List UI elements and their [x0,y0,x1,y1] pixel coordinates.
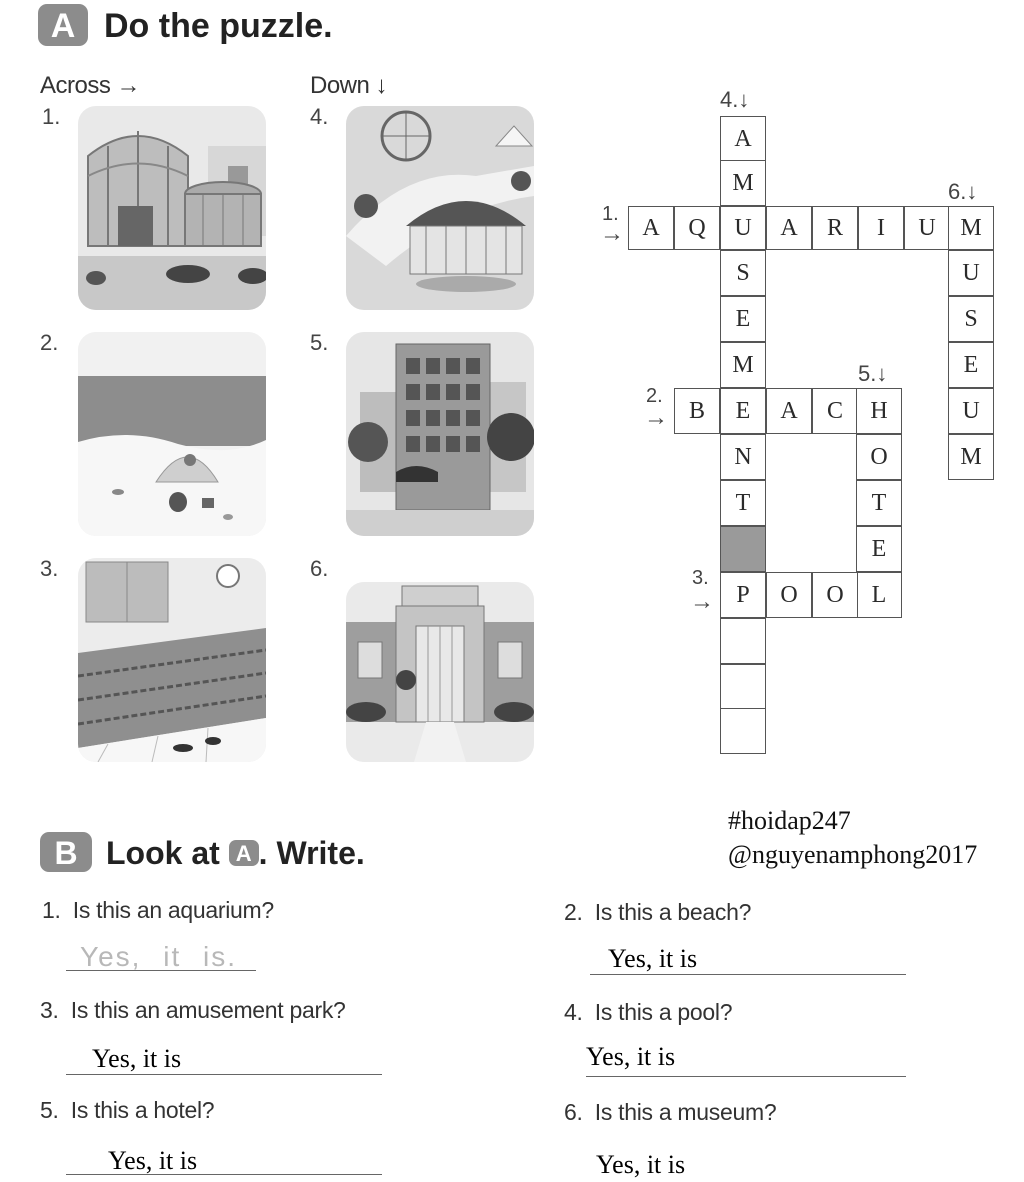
answer-1-sample: Yes, it is. [80,941,238,972]
crossword-cell-1across-3[interactable]: U [720,206,766,250]
watermark-username: @nguyenamphong2017 [728,840,978,869]
crossword-cell-2across-4[interactable]: C [812,388,858,434]
section-a-badge: A [38,4,88,46]
crossword-cell-5down-2[interactable]: O [856,434,902,480]
crossword-cell-6down-3[interactable]: S [948,296,994,342]
crossword-cell-1across-5[interactable]: R [812,206,858,250]
crossword-cell-4down-1[interactable]: A [720,116,766,162]
section-b-title-suffix: . Write. [258,835,365,871]
picture-number-5: 5. [310,330,329,355]
clue-across-3: 3. [692,567,709,589]
watermark-hashtag: #hoidap247 [728,806,851,835]
question-number: 5. [40,1097,59,1123]
crossword-cell-4down-12[interactable] [720,618,766,664]
crossword-cell-6down-5[interactable]: U [948,388,994,434]
crossword-cell-3across-2[interactable]: O [766,572,812,618]
crossword-cell-4down-5[interactable]: E [720,296,766,342]
arrow-right-icon: → [644,404,668,431]
question-number: 6. [564,1099,583,1125]
question-3 [40,996,346,1024]
crossword-cell-4down-8[interactable]: N [720,434,766,480]
crossword-cell-2across-3[interactable]: A [766,388,812,434]
section-b-title-prefix: Look at [106,835,220,871]
question-6 [564,1098,776,1126]
clue-down-5: 5.↓ [858,361,888,386]
question-number: 1. [42,897,61,923]
section-b-title [106,832,365,874]
crossword-cell-5down-5[interactable]: L [856,572,902,618]
question-4 [564,998,732,1026]
question-number: 2. [564,899,583,925]
answer-3: Yes, it is [92,1044,182,1073]
question-text: Is this an amusement park? [70,997,346,1023]
crossword-cell-4down-14[interactable] [720,708,766,754]
picture-number-2: 2. [40,330,59,355]
crossword-cell-4down-2[interactable]: M [720,160,766,206]
answer-2-line[interactable] [590,974,906,975]
crossword-cell-2across-5[interactable]: H [856,388,902,434]
picture-number-4: 4. [310,104,329,129]
arrow-right-icon: → [600,220,624,247]
question-text: Is this a museum? [594,1099,777,1125]
museum-picture [346,582,534,762]
crossword-cell-6down-4[interactable]: E [948,342,994,388]
clue-down-6: 6.↓ [948,179,978,204]
crossword-cell-4down-7[interactable]: E [720,388,766,434]
crossword-cell-6down-2[interactable]: U [948,250,994,296]
crossword-cell-2across-1[interactable]: B [674,388,720,434]
question-text: Is this a pool? [594,999,733,1025]
answer-2: Yes, it is [608,944,698,973]
clue-across-2: 2. [646,385,663,407]
crossword-cell-5down-3[interactable]: T [856,480,902,526]
answer-4: Yes, it is [586,1042,676,1071]
picture-number-3: 3. [40,556,59,581]
crossword-cell-1across-8[interactable]: M [948,206,994,250]
crossword-cell-1across-4[interactable]: A [766,206,812,250]
picture-number-6: 6. [310,556,329,581]
arrow-right-icon: → [690,588,714,615]
crossword-cell-6down-6[interactable]: M [948,434,994,480]
question-text: Is this a beach? [594,899,752,925]
question-5 [40,1096,214,1124]
crossword-cell-4down-11[interactable]: P [720,572,766,618]
question-number: 4. [564,999,583,1025]
answer-1-line[interactable] [66,970,256,971]
answer-5: Yes, it is [108,1146,198,1175]
answer-4-line[interactable] [586,1076,906,1077]
amusement-park-picture [346,106,534,310]
crossword-cell-1across-1[interactable]: A [628,206,674,250]
answer-3-line[interactable] [66,1074,382,1075]
crossword-cell-5down-4[interactable]: E [856,526,902,572]
across-label: Across → [40,72,141,99]
picture-number-1: 1. [42,104,61,129]
question-text: Is this a hotel? [70,1097,215,1123]
section-a-reference-badge: A [229,840,259,866]
section-b-badge: B [40,832,92,872]
crossword-cell-4down-6[interactable]: M [720,342,766,388]
crossword-cell-4down-9[interactable]: T [720,480,766,526]
question-1 [42,896,274,924]
crossword-shaded-cell[interactable] [720,526,766,572]
clue-across-1: 1. [602,203,619,225]
question-number: 3. [40,997,59,1023]
beach-picture [78,332,266,536]
aquarium-picture [78,106,266,310]
crossword-cell-3across-3[interactable]: O [812,572,858,618]
clue-down-4: 4.↓ [720,87,750,112]
question-2 [564,898,751,926]
hotel-picture [346,332,534,536]
crossword-cell-4down-4[interactable]: S [720,250,766,296]
pool-picture [78,558,266,762]
down-label: Down ↓ [310,72,388,99]
crossword-cell-4down-13[interactable] [720,664,766,710]
crossword-cell-1across-2[interactable]: Q [674,206,720,250]
answer-6: Yes, it is [596,1150,686,1179]
question-text: Is this an aquarium? [72,897,274,923]
answer-5-line[interactable] [66,1174,382,1175]
section-a-title: Do the puzzle. [104,7,333,45]
crossword-cell-1across-7[interactable]: U [904,206,950,250]
crossword-cell-1across-6[interactable]: I [858,206,904,250]
